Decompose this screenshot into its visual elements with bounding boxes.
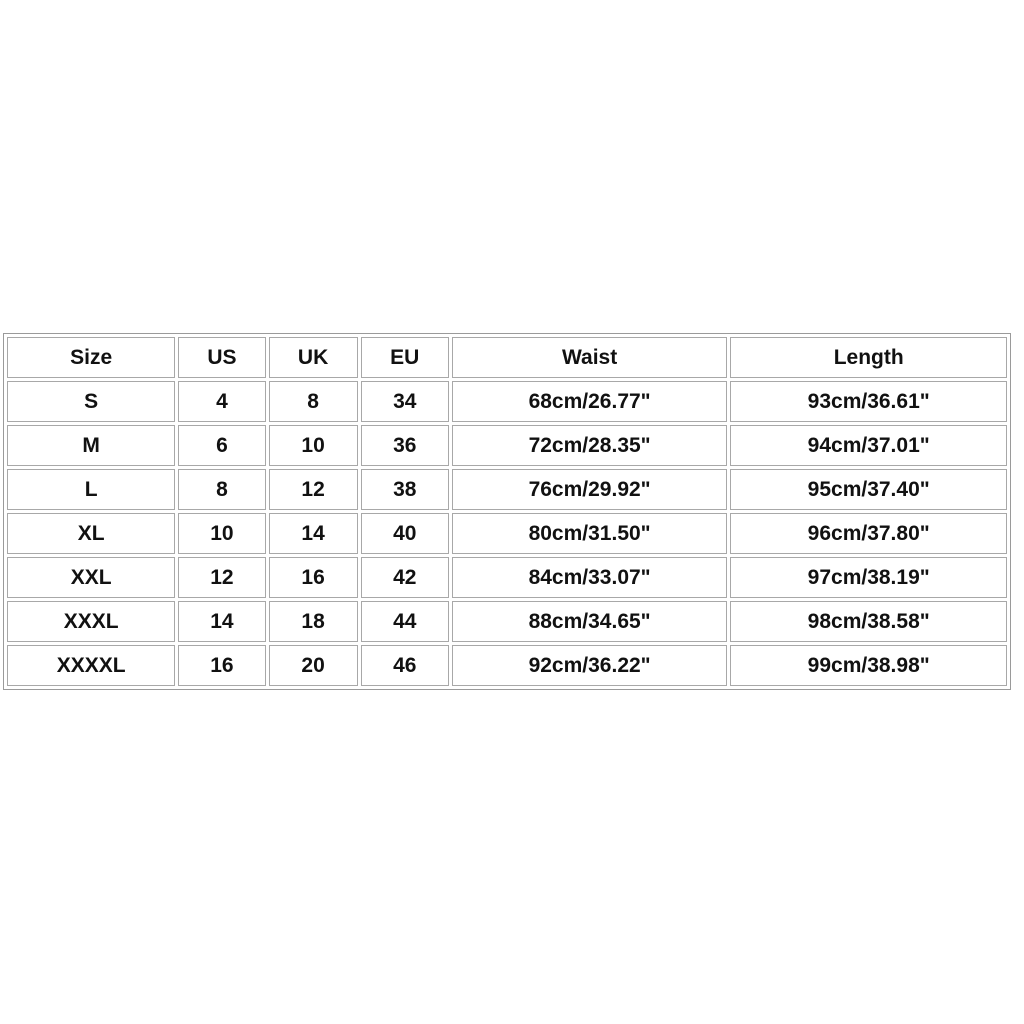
header-waist: Waist	[452, 337, 728, 378]
size-cell: XXXL	[7, 601, 175, 642]
eu-cell: 44	[361, 601, 449, 642]
length-cell: 94cm/37.01"	[730, 425, 1007, 466]
us-cell: 8	[178, 469, 265, 510]
us-cell: 14	[178, 601, 265, 642]
waist-cell: 68cm/26.77"	[452, 381, 728, 422]
header-row	[7, 337, 1007, 378]
length-cell: 96cm/37.80"	[730, 513, 1007, 554]
table-row	[7, 513, 1007, 554]
eu-cell: 46	[361, 645, 449, 686]
waist-cell: 72cm/28.35"	[452, 425, 728, 466]
waist-cell: 80cm/31.50"	[452, 513, 728, 554]
header-eu: EU	[361, 337, 449, 378]
eu-cell: 42	[361, 557, 449, 598]
size-cell: XXXXL	[7, 645, 175, 686]
size-chart-table	[3, 333, 1011, 690]
size-cell: L	[7, 469, 175, 510]
uk-cell: 14	[269, 513, 358, 554]
header-size: Size	[7, 337, 175, 378]
uk-cell: 16	[269, 557, 358, 598]
header-us: US	[178, 337, 265, 378]
waist-cell: 76cm/29.92"	[452, 469, 728, 510]
uk-cell: 8	[269, 381, 358, 422]
us-cell: 6	[178, 425, 265, 466]
uk-cell: 18	[269, 601, 358, 642]
us-cell: 4	[178, 381, 265, 422]
table-row	[7, 601, 1007, 642]
waist-cell: 92cm/36.22"	[452, 645, 728, 686]
eu-cell: 40	[361, 513, 449, 554]
length-cell: 99cm/38.98"	[730, 645, 1007, 686]
table-row	[7, 557, 1007, 598]
size-cell: M	[7, 425, 175, 466]
table-row	[7, 381, 1007, 422]
eu-cell: 36	[361, 425, 449, 466]
length-cell: 93cm/36.61"	[730, 381, 1007, 422]
size-cell: XL	[7, 513, 175, 554]
table-row	[7, 425, 1007, 466]
table-row	[7, 645, 1007, 686]
us-cell: 16	[178, 645, 265, 686]
length-cell: 97cm/38.19"	[730, 557, 1007, 598]
header-length: Length	[730, 337, 1007, 378]
uk-cell: 12	[269, 469, 358, 510]
us-cell: 12	[178, 557, 265, 598]
table-row	[7, 469, 1007, 510]
length-cell: 95cm/37.40"	[730, 469, 1007, 510]
header-uk: UK	[269, 337, 358, 378]
waist-cell: 84cm/33.07"	[452, 557, 728, 598]
eu-cell: 34	[361, 381, 449, 422]
length-cell: 98cm/38.58"	[730, 601, 1007, 642]
waist-cell: 88cm/34.65"	[452, 601, 728, 642]
size-cell: XXL	[7, 557, 175, 598]
us-cell: 10	[178, 513, 265, 554]
uk-cell: 10	[269, 425, 358, 466]
eu-cell: 38	[361, 469, 449, 510]
uk-cell: 20	[269, 645, 358, 686]
size-cell: S	[7, 381, 175, 422]
